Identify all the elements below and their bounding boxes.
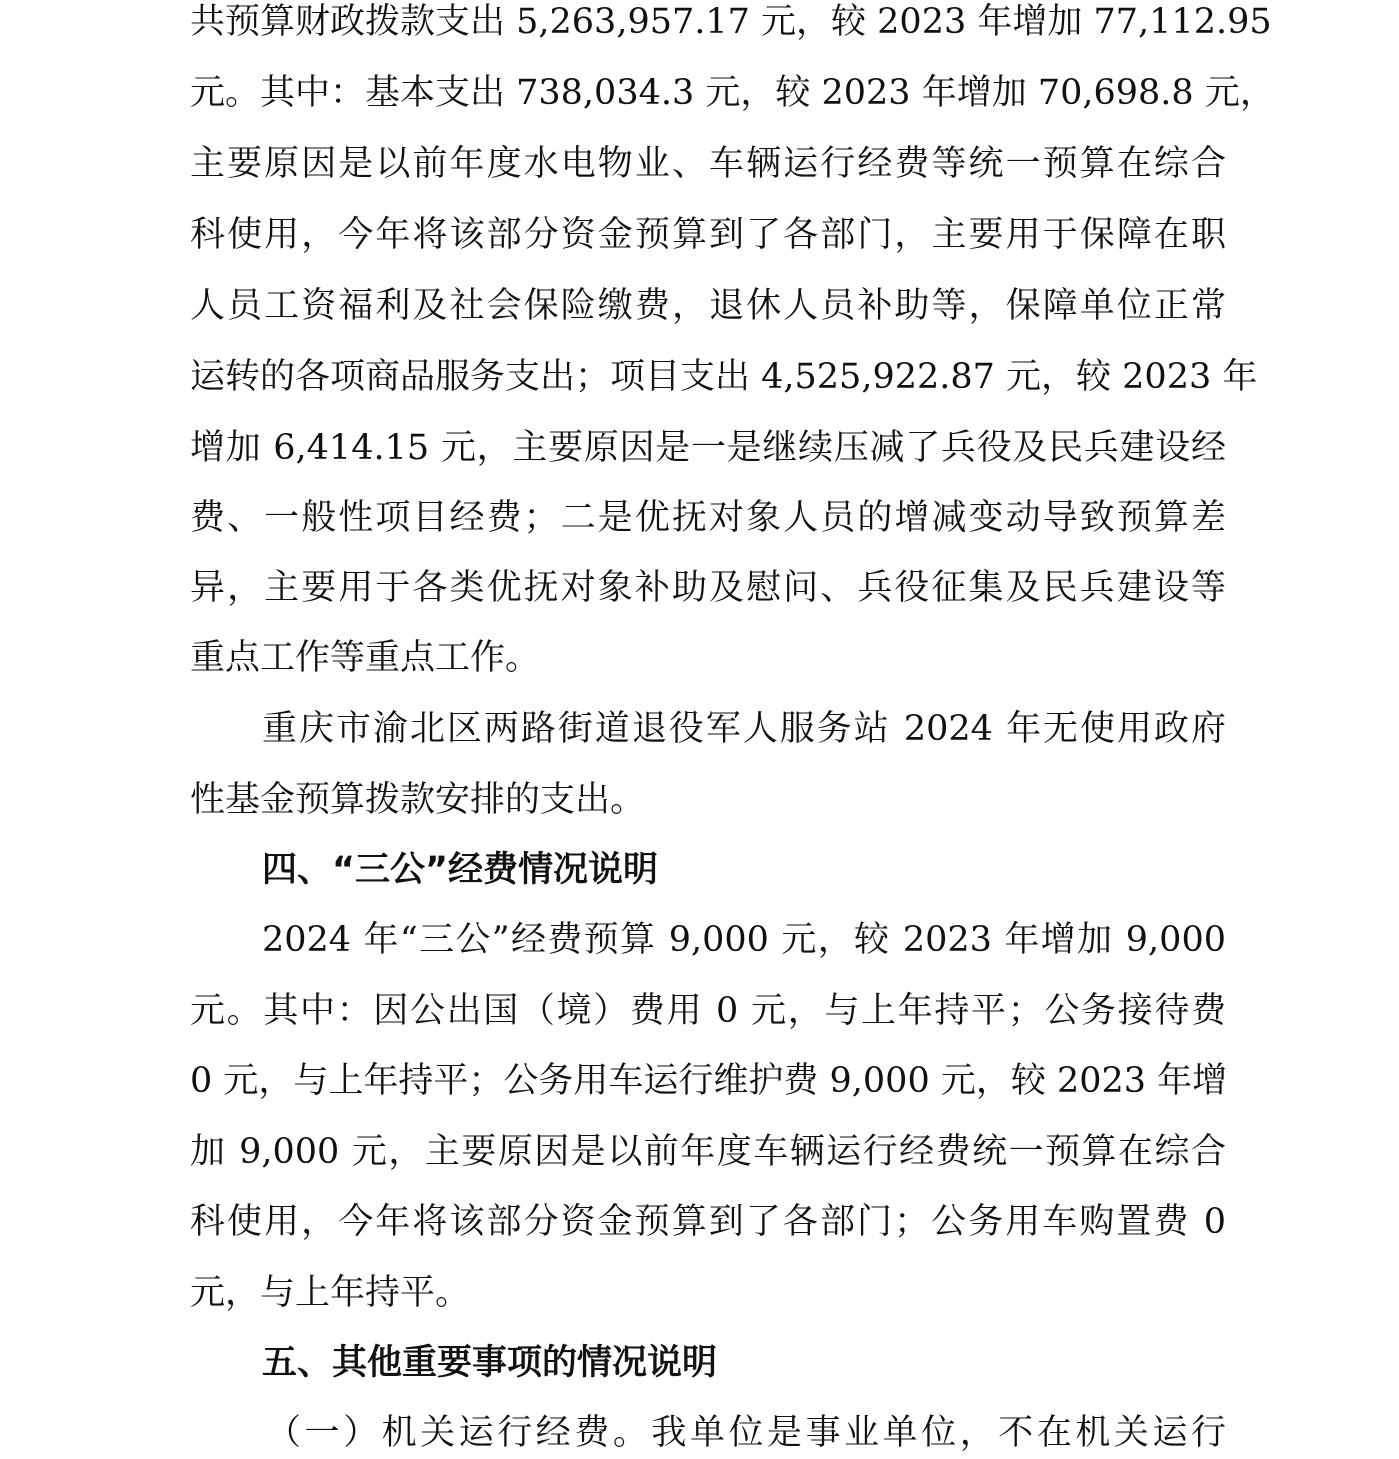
paragraph-line: 人员工资福利及社会保险缴费，退休人员补助等，保障单位正常	[190, 286, 1226, 326]
paragraph-line: 元。其中：基本支出 738,034.3 元，较 2023 年增加 70,698.8 元，	[190, 73, 1275, 113]
paragraph-line: 主要原因是以前年度水电物业、车辆运行经费等统一预算在综合	[190, 144, 1226, 184]
paragraph-line: （一）机关运行经费。我单位是事业单位，不在机关运行	[266, 1413, 1226, 1453]
section-heading: 四、“三公”经费情况说明	[262, 850, 659, 890]
paragraph-line: 共预算财政拨款支出 5,263,957.17 元，较 2023 年增加 77,112.95	[190, 2, 1272, 42]
paragraph-line: 性基金预算拨款安排的支出。	[190, 780, 646, 820]
paragraph-line: 增加 6,414.15 元，主要原因是一是继续压减了兵役及民兵建设经	[190, 428, 1226, 468]
paragraph-line: 运转的各项商品服务支出；项目支出 4,525,922.87 元，较 2023 年	[190, 357, 1258, 397]
section-heading: 五、其他重要事项的情况说明	[262, 1343, 718, 1383]
paragraph-line: 0 元，与上年持平；公务用车运行维护费 9,000 元，较 2023 年增	[190, 1061, 1228, 1101]
paragraph-line: 科使用，今年将该部分资金预算到了各部门，主要用于保障在职	[190, 215, 1226, 255]
paragraph-line: 元，与上年持平。	[190, 1273, 471, 1313]
paragraph-line: 元。其中：因公出国（境）费用 0 元，与上年持平；公务接待费	[190, 991, 1226, 1031]
paragraph-line: 费、一般性项目经费；二是优抚对象人员的增减变动导致预算差	[190, 498, 1226, 538]
paragraph-line: 重庆市渝北区两路街道退役军人服务站 2024 年无使用政府	[262, 709, 1226, 749]
paragraph-line: 2024 年“三公”经费预算 9,000 元，较 2023 年增加 9,000	[262, 920, 1226, 960]
paragraph-line: 重点工作等重点工作。	[190, 638, 541, 678]
paragraph-line: 异，主要用于各类优抚对象补助及慰问、兵役征集及民兵建设等	[190, 568, 1226, 608]
paragraph-line: 加 9,000 元，主要原因是以前年度车辆运行经费统一预算在综合	[190, 1132, 1226, 1172]
paragraph-line: 科使用，今年将该部分资金预算到了各部门；公务用车购置费 0	[190, 1202, 1226, 1242]
